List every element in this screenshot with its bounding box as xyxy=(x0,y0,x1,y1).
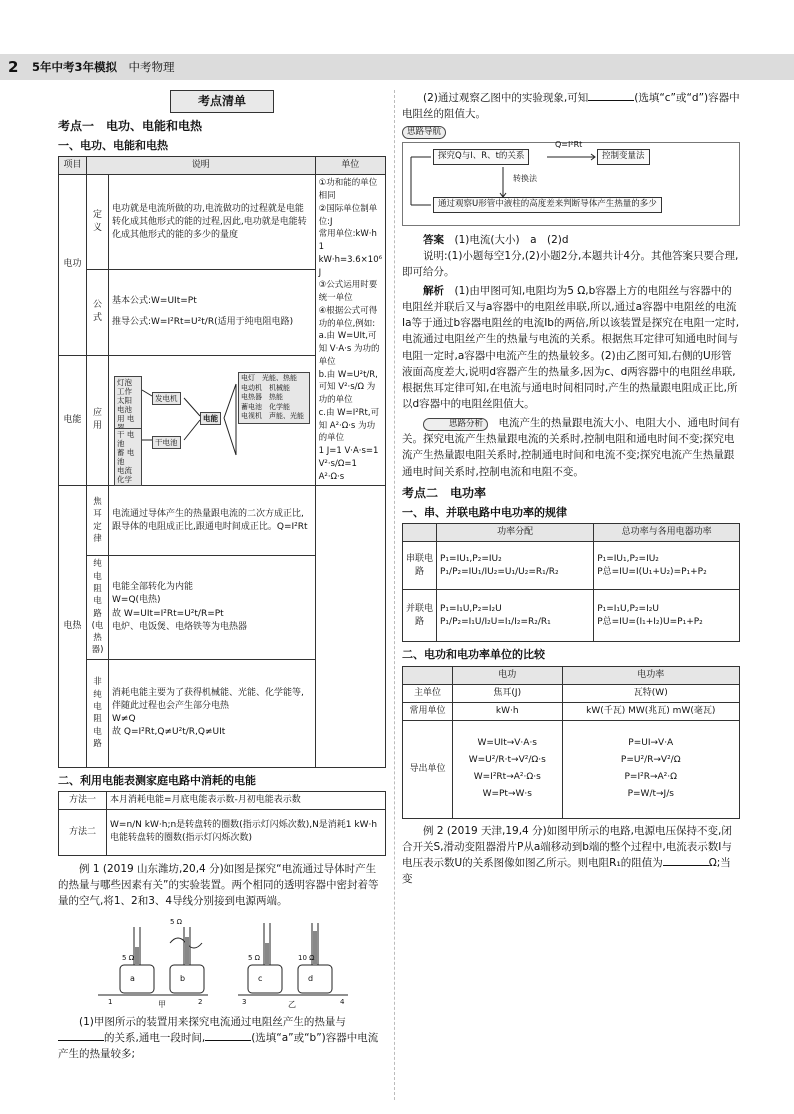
section-banner: 考点清单 xyxy=(170,90,274,113)
t1-corner xyxy=(403,524,437,542)
kp1-subtitle-2: 二、利用电能表测家庭电路中消耗的电能 xyxy=(58,773,256,787)
t2-corner xyxy=(403,666,453,684)
t2-header-2: 电功率 xyxy=(562,666,739,684)
fig-wire-4: 4 xyxy=(340,997,345,1006)
fig-wire-3: 3 xyxy=(242,997,247,1006)
fig-wire-1: 1 xyxy=(108,997,113,1006)
question2: (2)通过观察乙图中的实验现象,可知 (选填“c”或“d”)容器中电阻丝的阻值大。 xyxy=(402,92,740,121)
ex2-blank[interactable] xyxy=(663,856,709,866)
kp2-subtitle-1: 一、串、并联电路中电功率的规律 xyxy=(402,506,567,520)
power-rule-table xyxy=(402,523,740,642)
left-column xyxy=(58,90,386,1062)
diag-left-1: 灯泡 工作 太阳 电池 用 电 xyxy=(114,376,142,434)
thought-analysis: 思路分析 电流产生的热量跟电流大小、电阻大小、通电时间有关。探究电流产生热量跟电流的关系时,控制电阻和通电时间不变;探究电流产生热量跟电阻关系时,控制通电时间和电流不变;探究电流产生热量跟通电时间关系时,控制电流和电阻不变。 xyxy=(402,416,741,478)
group-dianre: 电热 xyxy=(59,486,87,768)
kp1-title: 考点一 电功、电能和电热 xyxy=(58,118,203,133)
column-divider xyxy=(394,90,395,1100)
row-nonpure-text: 消耗电能主要为了获得机械能、光能、化学能等,伴随此过程也会产生部分电热 W≠Q 故 Q=I²Rt,Q≠U²t/R,Q≠UIt xyxy=(109,659,316,767)
analysis: 解析 (1)由甲图可知,电阻均为5 Ω,b容器上方的电阻丝与容器中的电阻丝并联后又与a容器中的电阻丝串联,所以,通过a容器中电阻丝的电流Ia等于通过b容器电阻丝的电流Ib的两倍,所以该装置是探究在电阻一定时,电流通过电阻丝产生的热量与电流的关系。根据焦耳定律可知通电时间与电阻一定时,a容器中电流产生的热量较多。(2)由乙图可知,右侧的U形管液面高度差大,说明d容器产生的热量多,因为c、d两容器中的电阻丝串联,根据焦耳定律可知,在电流与通电时间相同时,产生的热量跟电阻成正比,所以d容器中的电阻丝阻值大。 xyxy=(402,284,740,411)
t2-header-1: 电功 xyxy=(453,666,563,684)
thinking-tag: 思路导航 xyxy=(402,126,446,139)
example1-figure xyxy=(58,913,386,1011)
question1: (1)甲图所示的装置用来探究电流通过电阻丝产生的热量与的关系,通电一段时间, (选填“a”或“b”)容器中电流产生的热量较多; xyxy=(58,1015,379,1061)
flow-arrows xyxy=(403,143,739,227)
flow-box-3: 通过观察U形管中液柱的高度差来判断导体产生热量的多少 xyxy=(433,197,662,213)
fig-r-c: 5 Ω xyxy=(248,953,261,962)
diag-center-1: 发电机 xyxy=(152,392,181,405)
method1-label: 方法一 xyxy=(59,791,107,809)
t1-parallel-total: P₁=I₁U,P₂=I₂U P总=IU=(I₁+I₂)U=P₁+P₂ xyxy=(594,590,740,642)
answer: 答案 (1)电流(大小) a (2)d xyxy=(423,233,569,246)
scoring-note: 说明:(1)小题每空1分,(2)小题2分,本题共计4分。其他答案只要合理,即可给分。 xyxy=(402,250,739,279)
page-number: 2 xyxy=(8,58,19,76)
t2-main-power: 瓦特(W) xyxy=(562,684,739,702)
t2-common-power: kW(千瓦) MW(兆瓦) mW(毫瓦) xyxy=(562,702,739,720)
fig-r-a: 5 Ω xyxy=(122,953,135,962)
t2-derived-work: W=UIt→V·A·s W=U²/R·t→V²/Ω·s W=I²Rt→A²·Ω·s W=Pt→W·s xyxy=(453,720,563,818)
t2-row-derived: 导出单位 xyxy=(403,720,453,818)
row-def-text: 电功就是电流所做的功,电流做功的过程就是电能转化成其他形式的能的过程,因此,电功就是电能转化成其他形式的能的多少的量度 xyxy=(109,175,316,270)
unit-cell-continued xyxy=(315,486,385,768)
method2-text: W=n/N kW·h;n是转盘转的圈数(指示灯闪烁次数),N是消耗1 kW·h电能转盘转的圈数(指示灯闪烁次数) xyxy=(107,809,386,855)
row-app-label: 应用 xyxy=(87,355,109,486)
t1-series-dist: P₁=IU₁,P₂=IU₂ P₁/P₂=IU₁/IU₂=U₁/U₂=R₁/R₂ xyxy=(437,542,594,590)
col-header-item: 项目 xyxy=(59,157,87,175)
t1-parallel-dist: P₁=I₁U,P₂=I₂U P₁/P₂=I₁U/I₂U=I₁/I₂=R₂/R₁ xyxy=(437,590,594,642)
flow-box-1: 探究Q与I、R、t的关系 xyxy=(433,149,529,165)
unit-cell: ①功和能的单位相同 ②国际单位制单位:J 常用单位:kW·h 1 kW·h=3.6×10⁶ J ③公式运用时要统一单位 ④根据公式可得功的单位,例如: a.由 W=UIt,可知 V·A·s 为功的单位 b.由 W=U²t/R,可知 V²·s/Ω 为功的单位 c.由 W=I²Rt,可知 A²·Ω·s 为功的单位 1 J=1 V·A·s=1 V²·s/Ω=1 A²·Ω·s xyxy=(315,175,385,486)
example1-text: 例 1 (2019 山东潍坊,20,4 分)如图是探究“电流通过导体时产生的热量与哪些因素有关”的实验装置。两个相同的透明容器中密封着等量的空气,将1、2和3、4导线分别接到电源两端。 xyxy=(58,862,379,908)
page-header xyxy=(0,54,794,80)
fig-r-d: 10 Ω xyxy=(298,953,315,962)
row-def-label: 定义 xyxy=(87,175,109,270)
fig-label-c: c xyxy=(258,973,263,983)
t1-row-series: 串联电路 xyxy=(403,542,437,590)
t2-row-main: 主单位 xyxy=(403,684,453,702)
row-pure-label: 纯电阻电路(电热器) xyxy=(87,556,109,660)
row-joule-text: 电流通过导体产生的热量跟电流的二次方成正比,跟导体的电阻成正比,跟通电时间成正比。Q=I²Rt xyxy=(109,486,316,556)
fig-caption-yi: 乙 xyxy=(288,999,296,1009)
q1-blank-1[interactable] xyxy=(58,1031,104,1041)
book-title: 5年中考3年模拟 中考物理 xyxy=(32,60,175,74)
fig-label-b: b xyxy=(180,973,186,983)
fig-r-top: 5 Ω xyxy=(170,917,183,926)
q2-blank[interactable] xyxy=(588,91,634,101)
q1-blank-2[interactable] xyxy=(205,1031,251,1041)
t1-series-total: P₁=IU₁,P₂=IU₂ P总=IU=I(U₁+U₂)=P₁+P₂ xyxy=(594,542,740,590)
row-nonpure-label: 非纯电阻电路 xyxy=(87,659,109,767)
fig-caption-jia: 甲 xyxy=(158,999,166,1009)
method1-text: 本月消耗电能=月底电能表示数-月初电能表示数 xyxy=(107,791,386,809)
diag-right-list: 电灯 光能、热能 电动机 机械能 电热器 热能 蓄电池 化学能 电视机 声能、光能 xyxy=(238,372,310,423)
energy-conversion-diagram xyxy=(109,355,316,486)
row-formula-label: 公式 xyxy=(87,270,109,355)
fig-label-a: a xyxy=(130,973,135,983)
diag-center-3: 干电池 xyxy=(152,436,181,449)
col-header-desc: 说明 xyxy=(87,157,316,175)
row-formula-text: 基本公式:W=UIt=Pt 推导公式:W=I²Rt=U²t/R(适用于纯电阻电路) xyxy=(109,270,316,355)
t1-row-parallel: 并联电路 xyxy=(403,590,437,642)
row-pure-text: 电能全部转化为内能 W=Q(电热) 故 W=UIt=I²Rt=U²t/R=Pt 电炉、电饭煲、电烙铁等为电热器 xyxy=(109,556,316,660)
diag-left-2: 干 电 池 蓄 电 池 电流 化学 xyxy=(114,428,142,486)
group-diangong: 电功 xyxy=(59,175,87,355)
kp1-subtitle-1: 一、电功、电能和电热 xyxy=(58,139,168,153)
kp2-title: 考点二 电功率 xyxy=(402,485,487,500)
t1-header-1: 功率分配 xyxy=(437,524,594,542)
t2-row-common: 常用单位 xyxy=(403,702,453,720)
t2-main-work: 焦耳(J) xyxy=(453,684,563,702)
unit-compare-table xyxy=(402,666,740,819)
fig-label-d: d xyxy=(308,973,314,983)
t2-derived-power: P=UI→V·A P=U²/R→V²/Ω P=I²R→A²·Ω P=W/t→J/s xyxy=(562,720,739,818)
group-dianneng: 电能 xyxy=(59,355,87,486)
t2-common-work: kW·h xyxy=(453,702,563,720)
right-column xyxy=(402,90,740,888)
row-joule-label: 焦耳定律 xyxy=(87,486,109,556)
kp2-subtitle-2: 二、电功和电功率单位的比较 xyxy=(402,648,545,662)
fig-wire-2: 2 xyxy=(198,997,203,1006)
t1-header-2: 总功率与各用电器功率 xyxy=(594,524,740,542)
meter-table xyxy=(58,791,386,856)
diag-center-2: 电能 xyxy=(200,412,221,425)
thinking-flow xyxy=(402,139,740,226)
method2-label: 方法二 xyxy=(59,809,107,855)
flow-box-2: 控制变量法 xyxy=(597,149,650,165)
flow-arrow-label: Q=I²Rt xyxy=(555,139,583,149)
example2-text: 例 2 (2019 天津,19,4 分)如图甲所示的电路,电源电压保持不变,闭合开关S,滑动变阻器滑片P从a端移动到b端的整个过程中,电流表示数I与电压表示数U的关系图像如图乙所示。则电阻R₁的阻值为 Ω;当变 xyxy=(402,824,732,886)
col-header-unit: 单位 xyxy=(315,157,385,175)
energy-table xyxy=(58,156,386,768)
flow-mid-label: 转换法 xyxy=(513,173,537,183)
